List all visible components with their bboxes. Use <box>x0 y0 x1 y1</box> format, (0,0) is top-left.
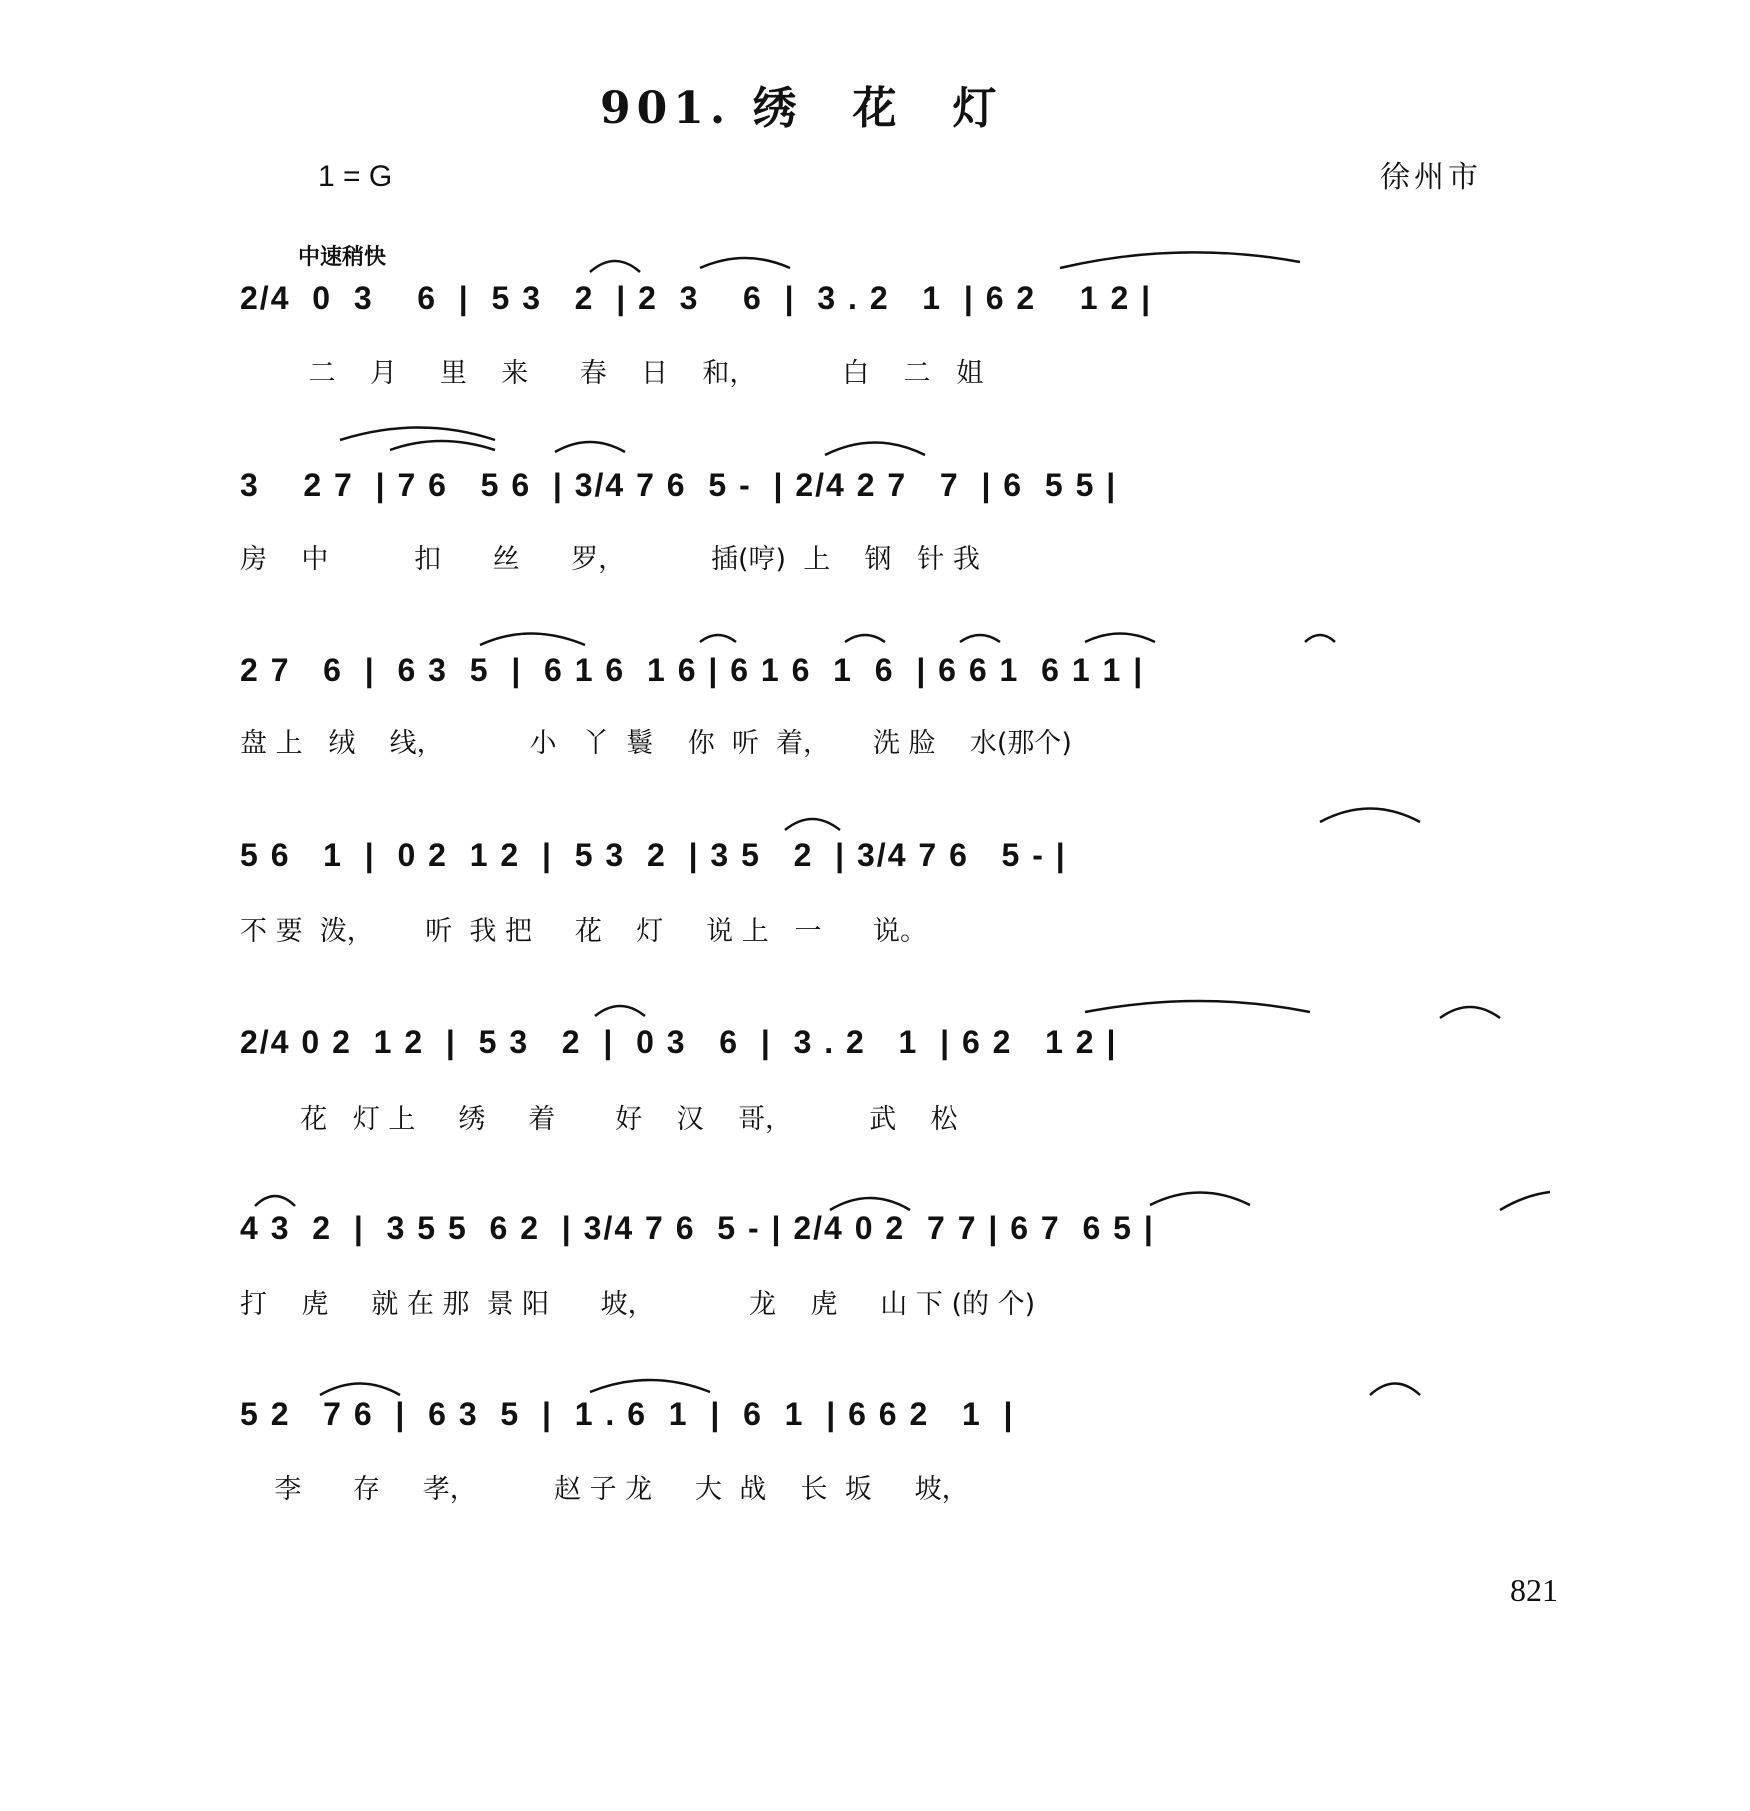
notation-line-7: 5 2 7 6 | 6 3 5 | 1 . 6 1 | 6 1 | 6 6 2 1 | <box>240 1396 1015 1432</box>
notation-line-1: 2/4 0 3 6 | 5 3 2 | 2 3 6 | 3 . 2 1 | 6 2 1 2 | <box>240 280 1153 316</box>
page-number: 821 <box>1510 1572 1558 1608</box>
lyrics-line-6: 打 虎 就 在 那 景 阳 坡， 龙 虎 山 下 (的 个) <box>240 1289 1036 1320</box>
key-signature: 1 = G <box>318 160 393 193</box>
notation-line-4: 5 6 1 | 0 2 1 2 | 5 3 2 | 3 5 2 | 3/4 7 6 5 - | <box>240 837 1067 873</box>
slur <box>1085 1001 1310 1012</box>
lyrics-line-2: 房 中 扣 丝 罗， 插(哼) 上 钢 针 我 <box>240 544 980 575</box>
slur <box>1060 252 1300 268</box>
slur <box>340 428 495 441</box>
lyrics-line-5: 花 灯 上 绣 着 好 汉 哥， 武 松 <box>240 1104 958 1135</box>
tempo-marking: 中速稍快 <box>298 245 387 270</box>
slur <box>390 441 495 450</box>
lyrics-line-1: 二 月 里 来 春 日 和， 白 二 姐 <box>240 358 984 389</box>
lyrics-line-7: 李 存 孝， 赵 子 龙 大 战 长 坂 坡， <box>240 1474 969 1505</box>
region-label: 徐州市 <box>1380 160 1482 195</box>
notation-line-5: 2/4 0 2 1 2 | 5 3 2 | 0 3 6 | 3 . 2 1 | 6 2 1 2 | <box>240 1024 1118 1060</box>
slur <box>825 443 925 456</box>
notation-line-2: 3 2 7 | 7 6 5 6 | 3/4 7 6 5 - | 2/4 2 7 7 | 6 5 5 | <box>240 467 1118 503</box>
notation-line-3: 2 7 6 | 6 3 5 | 6 1 6 1 6 | 6 1 6 1 6 | 6 6 1 6 1 1 | <box>240 652 1145 688</box>
lyrics-line-4: 不 要 泼， 听 我 把 花 灯 说 上 一 说。 <box>240 916 927 947</box>
song-title: 901. 绣 花 灯 <box>600 83 1003 134</box>
lyrics-line-3: 盘 上 绒 线， 小 丫 鬟 你 听 着， 洗 脸 水(那个) <box>240 728 1072 759</box>
slur <box>1320 809 1420 823</box>
slur <box>700 258 790 268</box>
slur <box>555 442 625 452</box>
notation-line-6: 4 3 2 | 3 5 5 6 2 | 3/4 7 6 5 - | 2/4 0 2 7 7 | 6 7 6 5 | <box>240 1210 1155 1246</box>
